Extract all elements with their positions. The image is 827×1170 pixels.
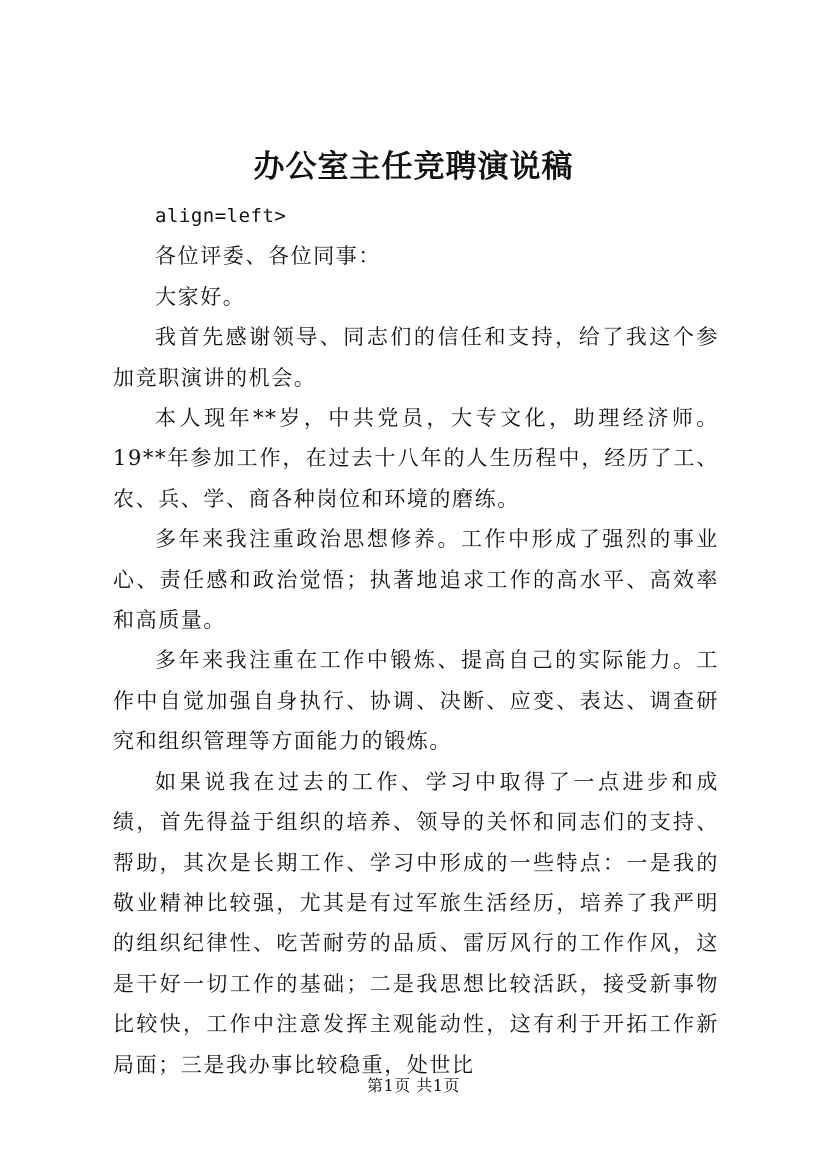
document-body (113, 196, 719, 1085)
paragraph-achievements: 如果说我在过去的工作、学习中取得了一点进步和成绩，首先得益于组织的培养、领导的关怀和同志们的支持、帮助，其次是长期工作、学习中形成的一些特点：一是我的敬业精神比较强，尤其是有过军旅生活经历，培养了我严明的组织纪律性、吃苦耐劳的品质、雷厉风行的工作作风，这是干好一切工作的基础；二是我思想比较活跃，接受新事物比较快，工作中注意发挥主观能动性，这有利于开拓工作新局面；三是我办事比较稳重，处世比 (113, 769, 719, 1077)
paragraph-greeting: 大家好。 (155, 284, 246, 309)
document-title: 办公室主任竞聘演说稿 (253, 149, 574, 185)
paragraph-salutation: 各位评委、各位同事： (155, 244, 381, 269)
page-number-footer: 第1页 共1页 (367, 1076, 460, 1095)
paragraph-thanks: 我首先感谢领导、同志们的信任和支持，给了我这个参加竞职演讲的机会。 (113, 325, 719, 390)
paragraph-background: 本人现年**岁，中共党员，大专文化，助理经济师。19**年参加工作，在过去十八年的人生历程中，经历了工、农、兵、学、商各种岗位和环境的磨练。 (113, 406, 719, 511)
paragraph-ability-training: 多年来我注重在工作中锻炼、提高自己的实际能力。工作中自觉加强自身执行、协调、决断、应变、表达、调查研究和组织管理等方面能力的锻炼。 (113, 648, 719, 754)
paragraph-political-cultivation: 多年来我注重政治思想修养。工作中形成了强烈的事业心、责任感和政治觉悟；执著地追求工作的高水平、高效率和高质量。 (113, 527, 719, 633)
paragraph-markup-fragment: align=left> (155, 205, 287, 227)
